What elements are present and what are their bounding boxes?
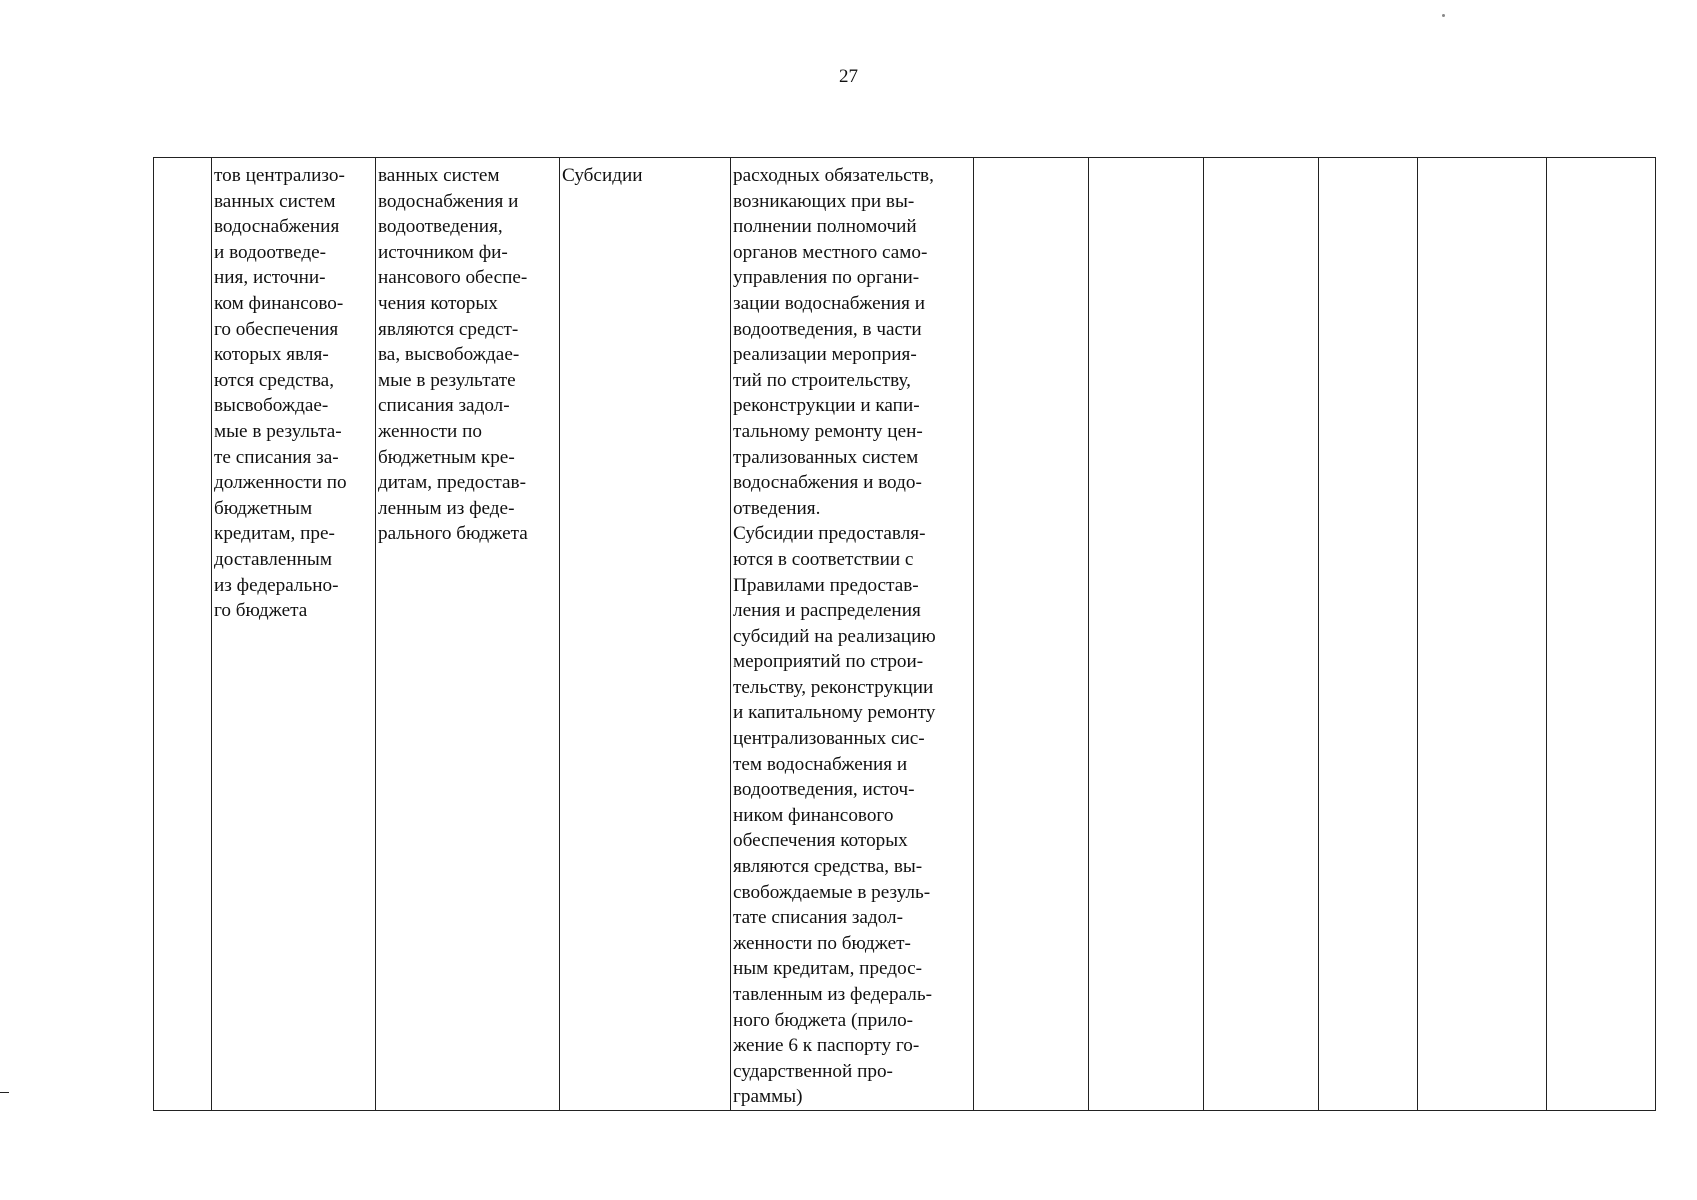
scan-edge-mark xyxy=(0,1092,9,1093)
cell-line: граммы) xyxy=(733,1086,803,1108)
cell-line: доставленным xyxy=(214,548,332,570)
cell-line: тавленным из федераль- xyxy=(733,984,933,1005)
cell-line: являются средст- xyxy=(378,318,519,340)
table-cell-empty xyxy=(974,158,1089,1111)
cell-line: водоотведения, источ- xyxy=(733,779,915,801)
cell-line: ником финансового xyxy=(733,804,894,826)
cell-line: водоотведения, в части xyxy=(733,318,922,340)
cell-line: тов централизо- xyxy=(214,165,345,186)
cell-line: Правилами предостав- xyxy=(733,574,919,596)
cell-line: ления и распределения xyxy=(733,600,921,622)
cell-line: свобождаемые в резуль- xyxy=(733,881,931,903)
cell-line: те списания за- xyxy=(214,446,339,468)
cell-line: водоснабжения и водо- xyxy=(733,472,922,494)
cell-line: ния, источни- xyxy=(214,267,326,289)
cell-line: ным кредитам, предос- xyxy=(733,958,923,980)
cell-line: тий по строительству, xyxy=(733,369,911,391)
cell-line: являются средства, вы- xyxy=(733,856,923,878)
cell-line: субсидий на реализацию xyxy=(733,625,936,647)
cell-line: которых явля- xyxy=(214,344,329,366)
cell-line: органов местного само- xyxy=(733,241,928,263)
table-cell-purpose xyxy=(376,158,560,1111)
cell-line: возникающих при вы- xyxy=(733,190,915,212)
table-cell-empty xyxy=(1547,158,1656,1111)
cell-line: водоснабжения и xyxy=(378,190,519,212)
cell-line: полнении полномочий xyxy=(733,216,917,238)
cell-line: бюджетным кре- xyxy=(378,446,515,468)
cell-line: нансового обеспе- xyxy=(378,267,528,289)
table-row xyxy=(154,158,1656,1111)
cell-line: го обеспечения xyxy=(214,318,339,340)
cell-line: Субсидии xyxy=(562,165,643,186)
cell-line: тельству, реконструкции xyxy=(733,676,934,698)
cell-line: жение 6 к паспорту го- xyxy=(733,1035,920,1057)
cell-line: централизованных сис- xyxy=(733,728,925,750)
table-cell-empty xyxy=(1418,158,1547,1111)
cell-line: ются в соответствии с xyxy=(733,548,914,570)
cell-line: рального бюджета xyxy=(378,523,528,545)
cell-line: чения которых xyxy=(378,292,498,314)
cell-line: тальному ремонту цен- xyxy=(733,420,923,442)
cell-line: женности по xyxy=(378,420,482,442)
cell-line: трализованных систем xyxy=(733,446,919,468)
cell-line: кредитам, пре- xyxy=(214,523,335,545)
cell-line: долженности по xyxy=(214,472,347,494)
cell-line: реконструкции и капи- xyxy=(733,395,920,417)
program-table xyxy=(153,157,1656,1111)
table-cell-name xyxy=(212,158,376,1111)
cell-line: списания задол- xyxy=(378,395,510,417)
table-cell-type xyxy=(560,158,731,1111)
cell-line: ва, высвобождае- xyxy=(378,344,520,366)
cell-line: бюджетным xyxy=(214,497,313,519)
cell-line: ванных систем xyxy=(378,165,500,186)
cell-line: зации водоснабжения и xyxy=(733,292,926,314)
cell-line: источником фи- xyxy=(378,241,508,263)
cell-line: женности по бюджет- xyxy=(733,932,911,954)
table-cell-empty xyxy=(1089,158,1204,1111)
cell-line: мые в результа- xyxy=(214,420,342,442)
cell-line: из федерально- xyxy=(214,574,339,596)
table-cell-description xyxy=(731,158,974,1111)
cell-line: дитам, предостав- xyxy=(378,472,526,494)
cell-line: обеспечения которых xyxy=(733,830,908,852)
cell-line: ванных систем xyxy=(214,190,336,212)
table-cell-empty xyxy=(1319,158,1418,1111)
cell-line: ного бюджета (прило- xyxy=(733,1009,914,1031)
table-cell-number xyxy=(154,158,212,1111)
cell-line: высвобождае- xyxy=(214,395,329,417)
cell-line: и водоотведе- xyxy=(214,241,326,263)
cell-line: мероприятий по строи- xyxy=(733,651,924,673)
cell-line: расходных обязательств, xyxy=(733,165,934,186)
cell-line: го бюджета xyxy=(214,600,308,622)
cell-line: водоснабжения xyxy=(214,216,340,238)
cell-line: мые в результате xyxy=(378,369,516,391)
cell-line: Субсидии предоставля- xyxy=(733,523,926,545)
scan-speck xyxy=(1442,14,1445,17)
cell-line: сударственной про- xyxy=(733,1060,893,1082)
table-cell-empty xyxy=(1204,158,1319,1111)
cell-line: ком финансово- xyxy=(214,292,344,314)
cell-line: реализации мероприя- xyxy=(733,344,917,366)
cell-line: ленным из феде- xyxy=(378,497,515,519)
cell-line: тате списания задол- xyxy=(733,907,903,929)
cell-line: управления по органи- xyxy=(733,267,920,289)
cell-line: ются средства, xyxy=(214,369,334,391)
cell-line: и капитальному ремонту xyxy=(733,702,936,724)
cell-line: отведения. xyxy=(733,497,821,519)
cell-line: водоотведения, xyxy=(378,216,503,238)
page-number: 27 xyxy=(839,66,858,87)
cell-line: тем водоснабжения и xyxy=(733,753,908,775)
